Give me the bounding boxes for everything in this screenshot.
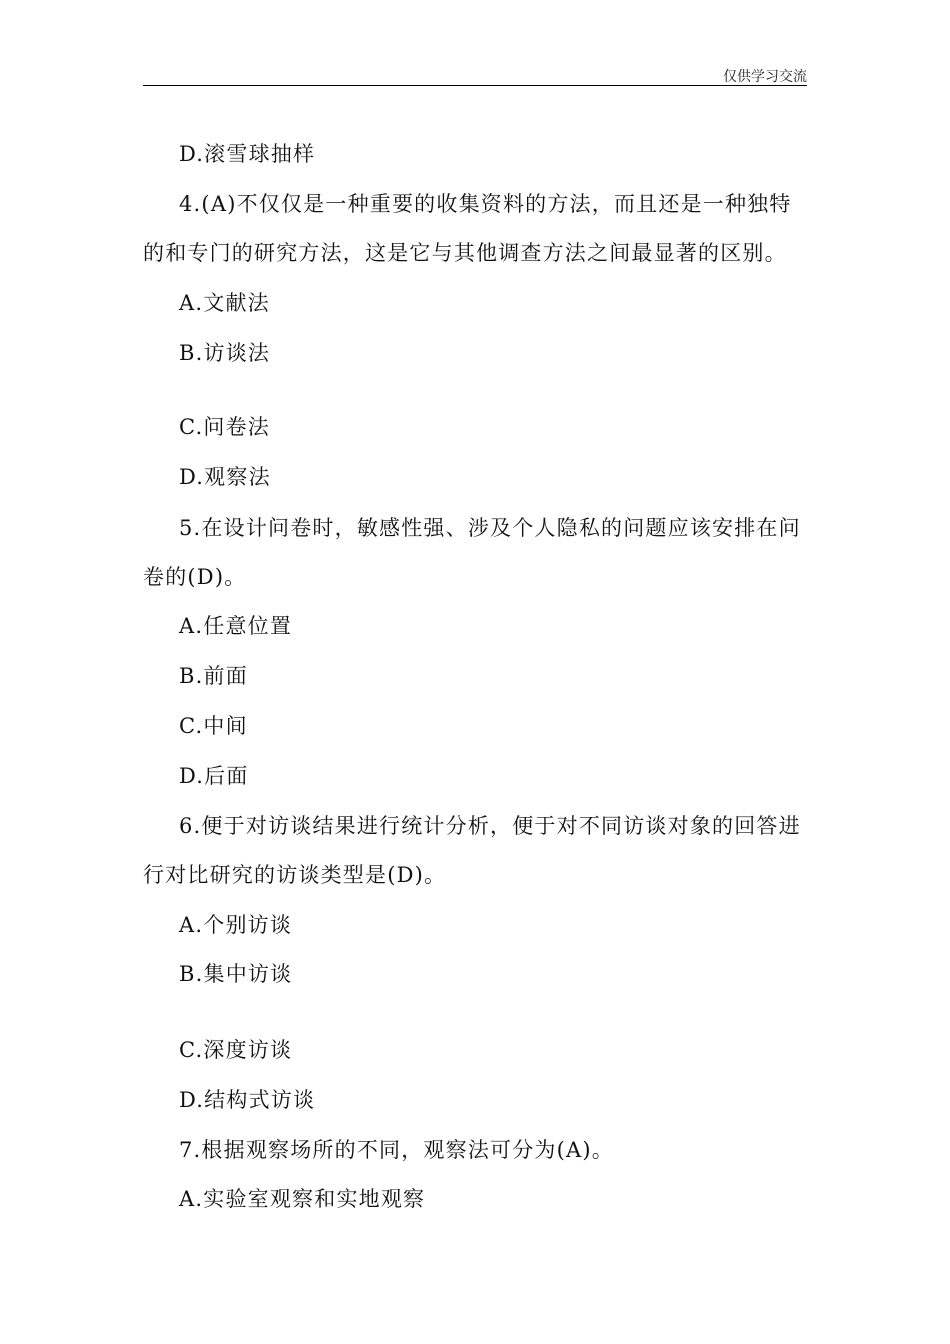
question-continuation: 卷的(D)。 [143, 565, 247, 589]
question-line: 5.在设计问卷时，敏感性强、涉及个人隐私的问题应该安排在问 [179, 516, 801, 540]
question-continuation: 行对比研究的访谈类型是(D)。 [143, 863, 447, 887]
option-line: A.实验室观察和实地观察 [179, 1187, 426, 1211]
question-line: 7.根据观察场所的不同，观察法可分为(A)。 [179, 1138, 614, 1162]
option-line: D.后面 [179, 764, 249, 788]
option-line: B.前面 [179, 664, 248, 688]
header-rule [143, 85, 807, 86]
option-line: B.访谈法 [179, 341, 271, 365]
option-line: D.结构式访谈 [179, 1088, 316, 1112]
option-line: C.深度访谈 [179, 1038, 293, 1062]
question-line: 6.便于对访谈结果进行统计分析，便于对不同访谈对象的回答进 [179, 814, 801, 838]
option-line: A.任意位置 [179, 614, 293, 638]
option-line: B.集中访谈 [179, 962, 293, 986]
option-line: D.观察法 [179, 465, 271, 489]
option-line: C.问卷法 [179, 415, 270, 439]
question-continuation: 的和专门的研究方法，这是它与其他调查方法之间最显著的区别。 [143, 241, 787, 265]
option-line: A.个别访谈 [179, 913, 293, 937]
question-line: 4.(A)不仅仅是一种重要的收集资料的方法，而且还是一种独特 [179, 192, 792, 216]
option-line: D.滚雪球抽样 [179, 142, 316, 166]
option-line: A.文献法 [179, 291, 270, 315]
header-text: 仅供学习交流 [723, 69, 807, 85]
option-line: C.中间 [179, 714, 248, 738]
